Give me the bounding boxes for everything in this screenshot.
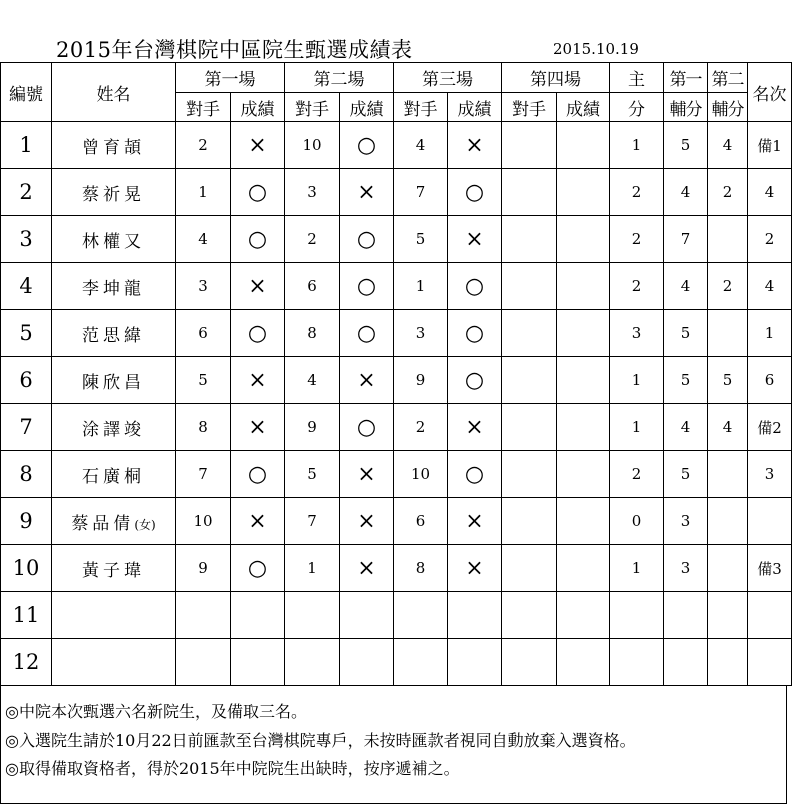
player-name <box>52 216 176 263</box>
round-1-opponent <box>176 639 231 686</box>
round-1-result: × <box>231 122 285 169</box>
r1-opponent-header: 對手 <box>176 93 231 122</box>
player-name <box>52 639 176 686</box>
aux-score-2 <box>708 451 748 498</box>
main-score-header-bottom: 分 <box>610 93 664 122</box>
round-4-opponent <box>502 451 557 498</box>
player-name-text: 蔡品倩 <box>71 513 135 534</box>
round-4-header: 第四場 <box>502 63 610 93</box>
main-score: 1 <box>610 545 664 592</box>
round-2-result <box>340 592 394 639</box>
rank <box>748 592 792 639</box>
player-name <box>52 122 176 169</box>
round-4-result <box>557 404 610 451</box>
round-2-opponent <box>285 639 340 686</box>
aux-score-2: 2 <box>708 263 748 310</box>
round-2-result: ○ <box>340 310 394 357</box>
round-1-opponent: 5 <box>176 357 231 404</box>
header-area <box>0 0 800 62</box>
aux-score-1: 5 <box>664 122 708 169</box>
round-3-opponent: 1 <box>394 263 448 310</box>
round-1-result: ○ <box>231 451 285 498</box>
col-number-header: 編號 <box>1 63 52 122</box>
round-1-result <box>231 592 285 639</box>
r4-opponent-header: 對手 <box>502 93 557 122</box>
round-2-result <box>340 639 394 686</box>
main-score: 2 <box>610 263 664 310</box>
aux1-header-bottom: 輔分 <box>664 93 708 122</box>
notes-section <box>0 686 787 804</box>
sheet-date: 2015.10.19 <box>553 40 639 58</box>
aux-score-2: 5 <box>708 357 748 404</box>
round-1-result: × <box>231 498 285 545</box>
round-4-result <box>557 216 610 263</box>
round-2-opponent: 9 <box>285 404 340 451</box>
main-score: 3 <box>610 310 664 357</box>
main-score: 2 <box>610 216 664 263</box>
round-1-result <box>231 639 285 686</box>
round-3-result: ○ <box>448 310 502 357</box>
table-row <box>1 122 792 169</box>
round-4-opponent <box>502 310 557 357</box>
round-3-opponent: 3 <box>394 310 448 357</box>
round-3-result <box>448 639 502 686</box>
round-2-result: ○ <box>340 263 394 310</box>
aux-score-1: 5 <box>664 310 708 357</box>
main-score <box>610 592 664 639</box>
main-score: 1 <box>610 357 664 404</box>
round-1-result: × <box>231 357 285 404</box>
round-3-opponent: 2 <box>394 404 448 451</box>
round-2-opponent <box>285 592 340 639</box>
round-3-opponent: 10 <box>394 451 448 498</box>
player-name <box>52 310 176 357</box>
round-1-result: ○ <box>231 216 285 263</box>
round-3-header: 第三場 <box>394 63 502 93</box>
table-row <box>1 216 792 263</box>
round-3-opponent: 5 <box>394 216 448 263</box>
rank: 4 <box>748 169 792 216</box>
table-row <box>1 357 792 404</box>
rank: 備2 <box>748 404 792 451</box>
main-score: 1 <box>610 404 664 451</box>
note-line: ◎入選院生請於10月22日前匯款至台灣棋院專戶，未按時匯款者視同自動放棄入選資格。 <box>5 731 636 750</box>
player-number: 3 <box>1 216 52 263</box>
table-row <box>1 451 792 498</box>
round-3-opponent <box>394 639 448 686</box>
round-1-result: × <box>231 404 285 451</box>
round-1-opponent: 7 <box>176 451 231 498</box>
player-name-text: 涂譯竣 <box>82 419 145 440</box>
round-2-result: × <box>340 451 394 498</box>
player-number: 6 <box>1 357 52 404</box>
round-2-result: × <box>340 498 394 545</box>
player-number: 10 <box>1 545 52 592</box>
rank <box>748 639 792 686</box>
main-score: 0 <box>610 498 664 545</box>
player-name <box>52 498 176 545</box>
player-name-text: 黃子瑋 <box>82 560 145 581</box>
table-row <box>1 498 792 545</box>
aux1-header-top: 第一 <box>664 63 708 93</box>
round-1-opponent: 9 <box>176 545 231 592</box>
col-name-header: 姓名 <box>52 63 176 122</box>
round-1-result: ○ <box>231 169 285 216</box>
round-1-opponent <box>176 592 231 639</box>
player-name-text: 李坤龍 <box>82 278 145 299</box>
round-4-result <box>557 357 610 404</box>
note-line: ◎取得備取資格者，得於2015年中院院生出缺時，按序遞補之。 <box>5 759 460 778</box>
round-3-opponent: 4 <box>394 122 448 169</box>
r3-result-header: 成績 <box>448 93 502 122</box>
aux-score-1 <box>664 639 708 686</box>
player-number: 2 <box>1 169 52 216</box>
note-line: ◎中院本次甄選六名新院生，及備取三名。 <box>5 702 307 721</box>
rank: 6 <box>748 357 792 404</box>
round-1-opponent: 2 <box>176 122 231 169</box>
player-name <box>52 545 176 592</box>
round-4-result <box>557 639 610 686</box>
round-1-opponent: 6 <box>176 310 231 357</box>
round-2-header: 第二場 <box>285 63 394 93</box>
round-3-opponent: 8 <box>394 545 448 592</box>
results-table <box>0 62 792 686</box>
col-rank-header: 名次 <box>748 63 792 122</box>
round-1-opponent: 3 <box>176 263 231 310</box>
round-3-opponent: 6 <box>394 498 448 545</box>
round-4-opponent <box>502 639 557 686</box>
round-3-result: × <box>448 216 502 263</box>
r2-opponent-header: 對手 <box>285 93 340 122</box>
rank: 4 <box>748 263 792 310</box>
round-4-result <box>557 592 610 639</box>
player-name-suffix: (女) <box>134 517 156 532</box>
player-number: 7 <box>1 404 52 451</box>
round-4-opponent <box>502 169 557 216</box>
aux2-header-top: 第二 <box>708 63 748 93</box>
main-score <box>610 639 664 686</box>
aux-score-2 <box>708 639 748 686</box>
round-2-opponent: 2 <box>285 216 340 263</box>
round-2-opponent: 4 <box>285 357 340 404</box>
r4-result-header: 成績 <box>557 93 610 122</box>
r3-opponent-header: 對手 <box>394 93 448 122</box>
player-name <box>52 169 176 216</box>
round-1-opponent: 1 <box>176 169 231 216</box>
player-number: 4 <box>1 263 52 310</box>
round-2-opponent: 6 <box>285 263 340 310</box>
round-1-header: 第一場 <box>176 63 285 93</box>
round-2-result: × <box>340 545 394 592</box>
table-row <box>1 592 792 639</box>
round-2-result: × <box>340 169 394 216</box>
aux-score-1: 4 <box>664 404 708 451</box>
player-name <box>52 404 176 451</box>
round-4-result <box>557 498 610 545</box>
round-1-opponent: 10 <box>176 498 231 545</box>
player-number: 8 <box>1 451 52 498</box>
round-3-result: × <box>448 404 502 451</box>
aux-score-2: 2 <box>708 169 748 216</box>
player-name-text: 石廣桐 <box>82 466 145 487</box>
aux-score-2 <box>708 545 748 592</box>
header-row-1 <box>1 63 792 93</box>
aux-score-1: 5 <box>664 451 708 498</box>
rank: 1 <box>748 310 792 357</box>
aux-score-1: 3 <box>664 545 708 592</box>
player-number: 9 <box>1 498 52 545</box>
round-3-result: ○ <box>448 451 502 498</box>
round-4-result <box>557 263 610 310</box>
player-name-text: 范思緯 <box>82 325 145 346</box>
table-row <box>1 263 792 310</box>
rank: 2 <box>748 216 792 263</box>
round-4-opponent <box>502 545 557 592</box>
player-name-text: 陳欣昌 <box>82 372 145 393</box>
rank: 3 <box>748 451 792 498</box>
round-4-opponent <box>502 122 557 169</box>
main-score: 2 <box>610 451 664 498</box>
round-2-result: × <box>340 357 394 404</box>
player-number: 5 <box>1 310 52 357</box>
aux-score-2: 4 <box>708 122 748 169</box>
rank <box>748 498 792 545</box>
round-1-opponent: 8 <box>176 404 231 451</box>
round-2-opponent: 5 <box>285 451 340 498</box>
round-4-opponent <box>502 263 557 310</box>
round-4-opponent <box>502 592 557 639</box>
player-name <box>52 263 176 310</box>
table-row <box>1 404 792 451</box>
player-number: 12 <box>1 639 52 686</box>
aux-score-2 <box>708 310 748 357</box>
player-name <box>52 592 176 639</box>
round-4-opponent <box>502 404 557 451</box>
round-1-result: × <box>231 263 285 310</box>
rank: 備1 <box>748 122 792 169</box>
round-2-opponent: 7 <box>285 498 340 545</box>
table-row <box>1 639 792 686</box>
round-2-opponent: 8 <box>285 310 340 357</box>
round-2-opponent: 1 <box>285 545 340 592</box>
round-4-opponent <box>502 357 557 404</box>
aux-score-2: 4 <box>708 404 748 451</box>
rank: 備3 <box>748 545 792 592</box>
player-name <box>52 451 176 498</box>
table-row <box>1 169 792 216</box>
round-3-result: × <box>448 545 502 592</box>
round-4-opponent <box>502 216 557 263</box>
player-name-text: 林權又 <box>82 231 145 252</box>
round-1-result: ○ <box>231 310 285 357</box>
main-score: 1 <box>610 122 664 169</box>
sheet-title: 2015年台灣棋院中區院生甄選成績表 <box>56 38 413 62</box>
round-2-opponent: 3 <box>285 169 340 216</box>
table-row <box>1 310 792 357</box>
aux-score-1 <box>664 592 708 639</box>
player-number: 1 <box>1 122 52 169</box>
player-name-text: 曾育頡 <box>82 137 145 158</box>
aux-score-2 <box>708 592 748 639</box>
round-4-result <box>557 169 610 216</box>
aux-score-1: 3 <box>664 498 708 545</box>
round-1-result: ○ <box>231 545 285 592</box>
aux-score-1: 4 <box>664 169 708 216</box>
round-3-opponent: 9 <box>394 357 448 404</box>
aux-score-1: 7 <box>664 216 708 263</box>
player-number: 11 <box>1 592 52 639</box>
main-score: 2 <box>610 169 664 216</box>
r1-result-header: 成績 <box>231 93 285 122</box>
round-2-result: ○ <box>340 216 394 263</box>
round-4-result <box>557 122 610 169</box>
round-2-result: ○ <box>340 404 394 451</box>
round-3-result: × <box>448 498 502 545</box>
round-3-result: ○ <box>448 169 502 216</box>
aux-score-1: 5 <box>664 357 708 404</box>
r2-result-header: 成績 <box>340 93 394 122</box>
round-3-result: × <box>448 122 502 169</box>
round-3-opponent: 7 <box>394 169 448 216</box>
aux2-header-bottom: 輔分 <box>708 93 748 122</box>
player-name <box>52 357 176 404</box>
round-2-opponent: 10 <box>285 122 340 169</box>
round-3-result: ○ <box>448 357 502 404</box>
round-3-opponent <box>394 592 448 639</box>
round-4-result <box>557 545 610 592</box>
round-4-opponent <box>502 498 557 545</box>
main-score-header-top: 主 <box>610 63 664 93</box>
round-3-result: ○ <box>448 263 502 310</box>
player-name-text: 蔡祈晃 <box>82 184 145 205</box>
round-3-result <box>448 592 502 639</box>
table-row <box>1 545 792 592</box>
table-body <box>1 122 792 686</box>
aux-score-1: 4 <box>664 263 708 310</box>
round-4-result <box>557 451 610 498</box>
round-2-result: ○ <box>340 122 394 169</box>
round-4-result <box>557 310 610 357</box>
round-1-opponent: 4 <box>176 216 231 263</box>
aux-score-2 <box>708 498 748 545</box>
aux-score-2 <box>708 216 748 263</box>
